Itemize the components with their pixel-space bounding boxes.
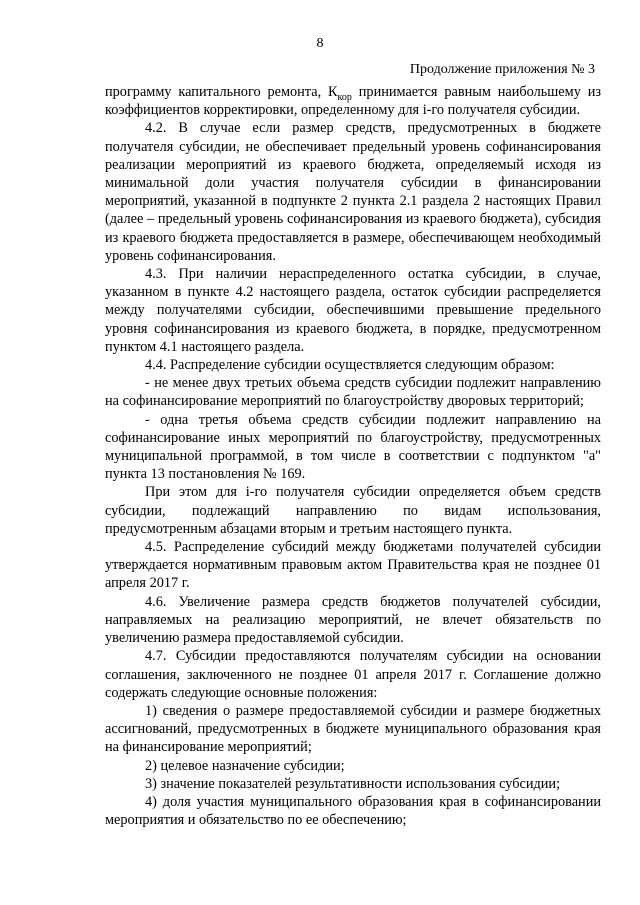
document-body bbox=[105, 83, 601, 829]
paragraph-note: При этом для i-го получателя субсидии определяется объем средств субсидии, подлежащий направлению по видам использования, предусмотренным абзацами вторым и третьим настоящего пункта. bbox=[105, 484, 601, 537]
paragraph-4-7: 4.7. Субсидии предоставляются получателям субсидии на основании соглашения, заключенного не позднее 01 апреля 2017 г. Соглашение должно содержать следующие основные положения: bbox=[105, 648, 601, 701]
list-item-dash-2: - одна третья объема средств субсидии подлежит направлению на софинансирование иных мероприятий по благоустройству, предусмотренных муниципальной программой, в том числе в соответствии с подпунктом "а" пункта 13 постановления № 169. bbox=[105, 411, 601, 483]
paragraph-4-3: 4.3. При наличии нераспределенного остатка субсидии, в случае, указанном в пункте 4.2 настоящего раздела, остаток субсидии распределяется между получателями субсидии, обеспечившими превышение предельного уровня софинансирования из краевого бюджета, в порядке, предусмотренном пунктом 4.1 настоящего раздела. bbox=[105, 266, 601, 355]
paragraph-continuation bbox=[105, 83, 601, 119]
paragraph-4-5: 4.5. Распределение субсидий между бюджетами получателей субсидии утверждается нормативным правовым актом Правительства края не позднее 01 апреля 2017 г. bbox=[105, 539, 601, 592]
list-item-3: 3) значение показателей результативности использования субсидии; bbox=[145, 775, 561, 792]
list-item-4: 4) доля участия муниципального образования края в софинансировании мероприятия и обязательство по ее обеспечению; bbox=[105, 793, 601, 829]
paragraph-text: принимается равным наибольшему из коэффициентов корректировки, определенному для i-го получателя субсидии. bbox=[105, 84, 602, 119]
paragraph-4-2: 4.2. В случае если размер средств, предусмотренных в бюджете получателя субсидии, не обеспечивает предельный уровень софинансирования реализации мероприятий из краевого бюджета, определяемый исходя из минимальной доли участия получателя субсидии в финансировании мероприятий, указанной в подпункте 2 пункта 2.1 раздела 2 настоящих Правил (далее – предельный уровень софинансирования из краевого бюджета), субсидия из краевого бюджета предоставляется в размере, обеспечивающем необходимый уровень софинансирования. bbox=[105, 120, 601, 264]
subscript-kor: кор bbox=[337, 91, 352, 103]
page-number: 8 bbox=[316, 36, 324, 51]
list-item-2: 2) целевое назначение субсидии; bbox=[145, 757, 345, 774]
paragraph-4-6: 4.6. Увеличение размера средств бюджетов получателей субсидии, направляемых на реализацию мероприятий, не влечет обязательств по увеличению размера предоставляемой субсидии. bbox=[105, 593, 601, 647]
list-item-dash-1: - не менее двух третьих объема средств субсидии подлежит направлению на софинансирование мероприятий по благоустройству дворовых территорий; bbox=[105, 375, 601, 410]
paragraph-4-4: 4.4. Распределение субсидии осуществляется следующим образом: bbox=[145, 357, 555, 374]
running-header: Продолжение приложения № 3 bbox=[409, 62, 595, 77]
list-item-1: 1) сведения о размере предоставляемой субсидии и размере бюджетных ассигнований, предусмотренных в бюджете муниципального образования края на финансирование мероприятий; bbox=[105, 702, 601, 756]
paragraph-text: программу капитального ремонта, К bbox=[105, 84, 338, 100]
